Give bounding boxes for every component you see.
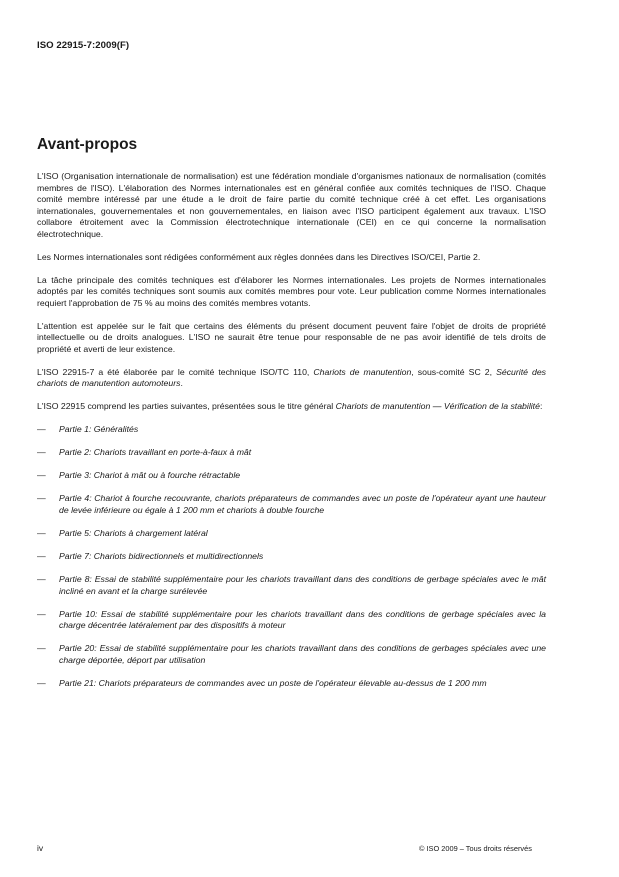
list-item (37, 493, 546, 516)
section-heading: Avant-propos (37, 136, 138, 153)
list-item (37, 470, 546, 482)
dash-bullet: — (37, 677, 46, 688)
page-number: iv (37, 843, 44, 853)
paragraph-parts-intro (37, 401, 546, 413)
document-id: ISO 22915-7:2009(F) (37, 40, 130, 51)
paragraph-iso-organisation: L'ISO (Organisation internationale de normalisation) est une fédération mondiale d'organismes nationaux de normalisation (comités membres de l'ISO). L'élaboration des Normes internationales est en général confiée aux comités techniques de l'ISO. Chaque comité membre intéressé par une étude a le droit de faire partie du comité technique créé à cet effet. Les organisations internationales, gouvernementales et non gouvernementales, en liaison avec l'ISO participent également aux travaux. L'ISO collabore étroitement avec la Commission électrotechnique internationale (CEI) en ce qui concerne la normalisation électrotechnique. (37, 171, 546, 239)
dash-bullet: — (37, 643, 46, 654)
dash-bullet: — (37, 493, 46, 504)
list-item (37, 678, 546, 690)
paragraph-patent-rights: L'attention est appelée sur le fait que certains des éléments du présent document peuvent faire l'objet de droits de propriété intellectuelle ou de droits analogues. L'ISO ne saurait être tenue pour responsable de ne pas avoir identifié de tels droits de propriété et averti de leur existence. (37, 320, 546, 354)
list-item-text: Partie 20: Essai de stabilité supplémentaire pour les chariots travaillant dans des conditions de gerbages spéciales avec une charge déportée, déport par utilisation (59, 643, 546, 665)
dash-bullet: — (37, 550, 46, 561)
general-title: Chariots de manutention — Vérification de la stabilité (335, 401, 540, 411)
copyright-notice: © ISO 2009 – Tous droits réservés (419, 844, 532, 853)
list-item-text: Partie 5: Chariots à chargement latéral (59, 527, 208, 538)
list-item-text: Partie 21: Chariots préparateurs de commandes avec un poste de l'opérateur élevable au-dessus de 1 200 mm (59, 677, 487, 688)
text: L'ISO 22915 comprend les parties suivantes, présentées sous le titre général (37, 401, 336, 411)
list-item-text: Partie 7: Chariots bidirectionnels et multidirectionnels (59, 550, 264, 561)
foreword-body (37, 171, 546, 701)
text: , sous-comité SC 2, (411, 366, 497, 377)
list-item-text: Partie 3: Chariot à mât ou à fourche rétractable (59, 470, 241, 481)
list-item-text: Partie 4: Chariot à fourche recouvrante, chariots préparateurs de commandes avec un poste de l'opérateur ayant une hauteur de levée inférieure ou égale à 1 200 mm et chariots à double fourche (59, 493, 546, 515)
list-item-text: Partie 1: Généralités (59, 424, 139, 434)
list-item-text: Partie 8: Essai de stabilité supplémentaire pour les chariots travaillant dans des conditions de gerbage spéciales avec le mât incliné en avant et la charge surélevée (59, 574, 546, 596)
paragraph-directives: Les Normes internationales sont rédigées conformément aux règles données dans les Directives ISO/CEI, Partie 2. (37, 251, 481, 262)
parts-list (37, 424, 546, 689)
text: L'ISO 22915-7 a été élaborée par le comité technique ISO/TC 110, (37, 366, 314, 377)
list-item (37, 551, 546, 563)
dash-bullet: — (37, 527, 46, 538)
list-item (37, 643, 546, 666)
paragraph-prepared-by (37, 367, 546, 390)
list-item (37, 447, 546, 459)
paragraph-technical-committees: La tâche principale des comités techniques est d'élaborer les Normes internationales. Les projets de Normes internationales adoptés par les comités techniques sont soumis aux comités membres pour vote. Leur publication comme Normes internationales requiert l'approbation de 75 % au moins des comités membres votants. (37, 274, 546, 308)
dash-bullet: — (37, 424, 46, 434)
list-item (37, 609, 546, 632)
dash-bullet: — (37, 608, 46, 619)
text: : (539, 401, 543, 411)
subcommittee-title: Sécurité des chariots de manutention automoteurs (37, 366, 547, 388)
dash-bullet: — (37, 447, 46, 458)
dash-bullet: — (37, 574, 46, 585)
committee-title: Chariots de manutention (313, 366, 412, 377)
list-item-text: Partie 10: Essai de stabilité supplémentaire pour les chariots travaillant dans des conditions de gerbage spéciales avec la charge décentrée latéralement par des dispositifs à moteur (59, 608, 546, 631)
text: . (180, 378, 183, 388)
dash-bullet: — (37, 470, 46, 481)
list-item (37, 424, 546, 436)
list-item-text: Partie 2: Chariots travaillant en porte-à-faux à mât (59, 447, 252, 458)
list-item (37, 528, 546, 540)
list-item (37, 574, 546, 597)
